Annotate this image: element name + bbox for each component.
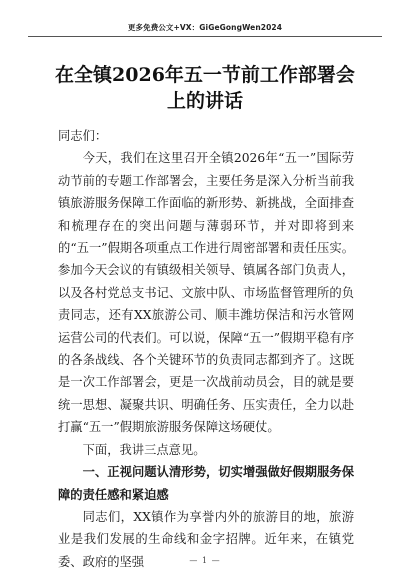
header-divider bbox=[28, 36, 382, 37]
document-title: 在全镇2026年五一节前工作部署会上的讲话 bbox=[55, 64, 355, 112]
section-paragraph: 同志们，XX镇作为享誉内外的旅游目的地，旅游业是我们发展的生命线和金字招牌。近年来，在镇党委、政府的坚强 bbox=[58, 509, 354, 569]
header-note: 更多免费公文+VX：GiGeGongWen2024 bbox=[127, 23, 283, 32]
document-body bbox=[58, 125, 354, 573]
page-number: — 1 — bbox=[189, 556, 221, 565]
salutation: 同志们： bbox=[58, 129, 108, 143]
body-paragraph-1: 今天，我们在这里召开全镇2026年“五一”国际劳动节前的专题工作部署会，主要任务是深入分析当前我镇旅游服务保障工作面临的新形势、新挑战，全面排查和梳理存在的突出问题与薄弱环节，并对即将到来的“五一”假期各项重点工作进行周密部署和责任压实。参加今天会议的有镇级相关领导、镇属各部门负责人，以及各村党总支书记、文旅中队、市场监督管理所的负责同志，还有XX旅游公司、顺丰潍坊保洁和污水管网运营公司的代表们。可以说，保障“五一”假期平稳有序的各条战线、各个关键环节的负责同志都到齐了。这既是一次工作部署会，更是一次战前动员会，目的就是要统一思想、凝聚共识、明确任务、压实责任，全力以赴打赢“五一”假期旅游服务保障这场硬仗。 bbox=[58, 151, 354, 435]
body-paragraph-2: 下面，我讲三点意见。 bbox=[82, 442, 206, 457]
section-heading: 一、正视问题认清形势，切实增强做好假期服务保障的责任感和紧迫感 bbox=[58, 465, 354, 502]
